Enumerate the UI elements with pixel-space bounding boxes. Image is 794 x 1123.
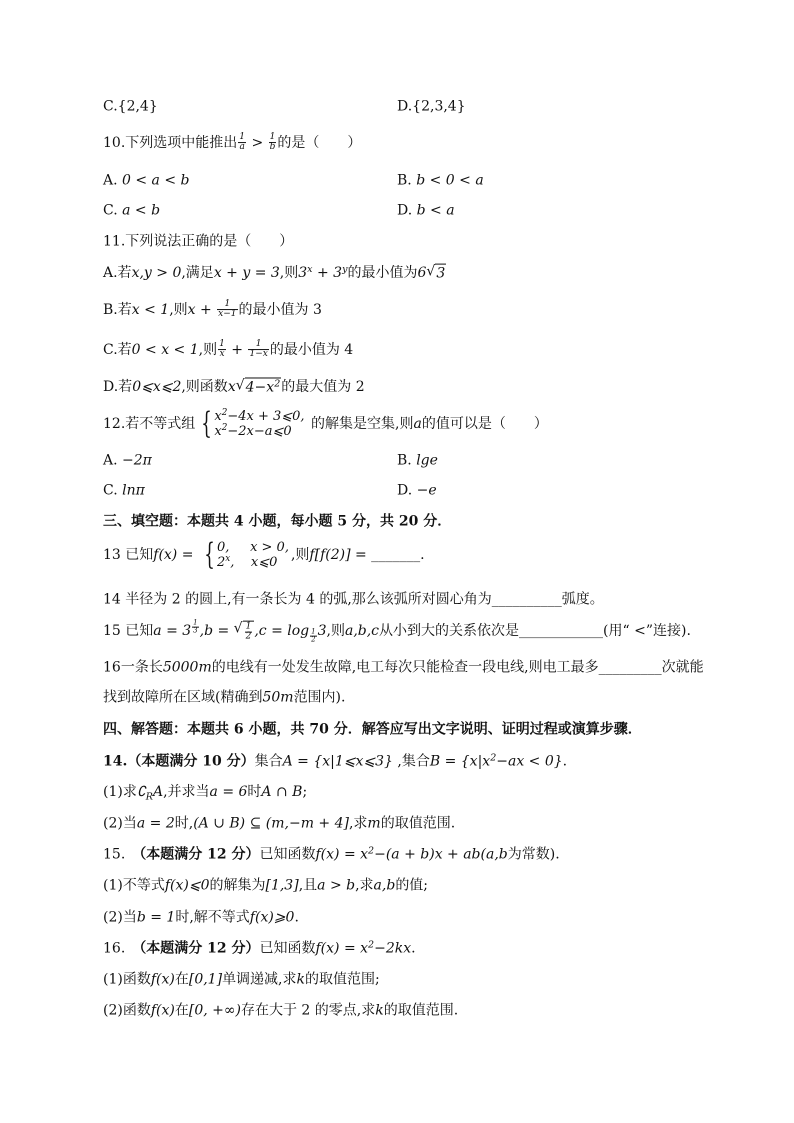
math-expression: + bbox=[226, 342, 248, 358]
options-row-q10-ab bbox=[103, 173, 484, 190]
text-run: ,则 bbox=[169, 302, 188, 318]
math-expression: b = 1 bbox=[136, 909, 176, 926]
fraction bbox=[310, 629, 316, 645]
text-run: 的值可以是（ ） bbox=[421, 416, 548, 432]
math-text: x bbox=[307, 263, 313, 275]
math-expression: 5000m bbox=[162, 659, 212, 676]
text-run: 找到故障所在区域(精确到 bbox=[103, 689, 263, 706]
text-run: D.若 bbox=[103, 379, 133, 395]
text-run: B.若 bbox=[103, 302, 132, 318]
superscript bbox=[191, 618, 199, 635]
math-expression: a bbox=[413, 416, 422, 432]
option-left bbox=[103, 453, 397, 470]
option-right bbox=[397, 453, 438, 470]
options-row-q12-ab bbox=[103, 453, 438, 470]
text-run: 的解集是空集,则 bbox=[306, 416, 414, 432]
math-expression: m bbox=[367, 815, 381, 832]
bold-text: （本题满分 12 分） bbox=[139, 940, 260, 957]
math-expression: f(x)⩾0 bbox=[249, 909, 295, 926]
math-expression: lge bbox=[416, 452, 438, 469]
math-text: b bbox=[269, 142, 276, 153]
options-row-q10-cd bbox=[103, 203, 455, 220]
math-expression: ,b = bbox=[199, 623, 234, 640]
text-run: 在 bbox=[174, 971, 189, 988]
text-run: 存在大于 2 的零点,求 bbox=[240, 1002, 376, 1019]
text-run: A.若 bbox=[103, 265, 132, 282]
text-run: 12.若不等式组 bbox=[103, 416, 196, 432]
math-text: 1 bbox=[245, 621, 252, 632]
cases-system bbox=[197, 409, 304, 439]
text-run: B. bbox=[397, 172, 417, 189]
text-run: ,则 bbox=[279, 265, 299, 282]
text-run: C.若 bbox=[103, 342, 132, 358]
text-run: 集合 bbox=[254, 753, 283, 770]
section-3-heading bbox=[103, 514, 451, 531]
text-run: 的最小值为 3 bbox=[238, 302, 322, 318]
subscript bbox=[309, 627, 317, 645]
text-run: 13 已知 bbox=[103, 547, 154, 563]
text-run: C. bbox=[103, 482, 123, 499]
text-run: 范围内). bbox=[293, 689, 346, 706]
math-expression: (A ∪ B) ⊆ (m,−m + 4] bbox=[193, 815, 349, 832]
subscript bbox=[146, 792, 153, 803]
question-16-line-1 bbox=[103, 660, 704, 677]
cases-system bbox=[200, 540, 289, 570]
problem-16-part-2 bbox=[103, 1003, 458, 1020]
math-text: 2 bbox=[245, 631, 252, 642]
text-run: ,集合 bbox=[392, 753, 430, 770]
text-run: 16. bbox=[103, 940, 140, 957]
fraction-denominator bbox=[238, 144, 246, 153]
question-12-stem bbox=[103, 409, 548, 439]
math-text: 2 bbox=[221, 423, 228, 433]
option-right bbox=[397, 483, 437, 500]
question-14 bbox=[103, 592, 604, 609]
option-right bbox=[397, 203, 455, 220]
bold-text: 四、解答题：本题共 6 小题，共 70 分．解答应写出文字说明、证明过程或演算步骤． bbox=[103, 721, 642, 738]
math-expression: 50m bbox=[262, 689, 294, 706]
math-expression: a = 2 bbox=[136, 815, 175, 832]
math-text: x bbox=[219, 349, 225, 360]
text-run: 的是（ ） bbox=[277, 135, 362, 151]
math-expression: A = {x|1⩽x⩽3} bbox=[282, 753, 393, 770]
math-text: 2 bbox=[221, 408, 228, 419]
fraction bbox=[238, 133, 246, 153]
text-run: (1)函数 bbox=[103, 971, 151, 988]
text-run: 时, bbox=[174, 815, 194, 832]
option-left bbox=[103, 203, 397, 220]
text-run: ,并求当 bbox=[163, 783, 210, 800]
math-expression: B = {x|x bbox=[429, 753, 491, 770]
bold-text: 三、填空题：本题共 4 小题，每小题 5 分，共 20 分． bbox=[103, 513, 452, 530]
fraction-denominator bbox=[218, 351, 226, 360]
problem-15-part-2 bbox=[103, 910, 299, 927]
radical-sign-icon bbox=[234, 620, 243, 642]
text-run: 已知函数 bbox=[259, 846, 316, 863]
math-expression: 6 bbox=[417, 265, 427, 282]
cases-row bbox=[217, 541, 289, 555]
math-expression: −(a + b)x + ab(a,b bbox=[374, 846, 508, 863]
left-brace-icon bbox=[204, 540, 215, 570]
math-expression: f(x) = bbox=[153, 547, 198, 563]
option-left bbox=[103, 483, 397, 500]
math-expression: x < 1 bbox=[131, 302, 170, 318]
fraction-denominator bbox=[269, 144, 277, 153]
text-run: D.{2,3,4} bbox=[397, 98, 466, 115]
math-expression: −2x−a⩽0 bbox=[227, 423, 292, 439]
fraction bbox=[248, 340, 268, 360]
math-expression: b < 0 < a bbox=[416, 172, 484, 189]
text-run: 为常数). bbox=[507, 846, 560, 863]
math-text: 2 bbox=[274, 378, 281, 390]
math-expression: f[f(2)] = bbox=[309, 547, 372, 563]
math-expression: f(x) = x bbox=[315, 940, 369, 957]
fraction bbox=[269, 133, 277, 153]
math-text: 2 bbox=[368, 845, 375, 857]
text-run: 14 半径为 2 的圆上,有一条长为 4 的弧,那么该弧所对圆心角为__________弧度。 bbox=[103, 591, 604, 608]
math-expression: lnπ bbox=[122, 482, 145, 499]
text-run: ,求 bbox=[348, 815, 368, 832]
text-run: 时,解不等式 bbox=[175, 909, 250, 926]
text-run: . bbox=[562, 753, 568, 770]
math-expression: x bbox=[214, 423, 222, 439]
fraction-denominator bbox=[248, 351, 268, 360]
math-expression: k bbox=[296, 971, 305, 988]
option-left bbox=[103, 173, 397, 190]
math-expression: b < a bbox=[416, 202, 455, 219]
math-text: 1 bbox=[255, 339, 262, 350]
square-root bbox=[234, 620, 255, 642]
text-run: 的最大值为 2 bbox=[281, 379, 365, 395]
math-expression: a = 3 bbox=[153, 623, 192, 640]
math-text: 2 bbox=[368, 939, 375, 951]
math-expression: f(x) bbox=[150, 971, 175, 988]
math-text: 2 bbox=[311, 636, 316, 645]
fraction bbox=[217, 300, 237, 320]
math-text: 1 bbox=[193, 618, 198, 627]
square-root bbox=[236, 377, 282, 396]
fraction bbox=[192, 620, 198, 636]
text-run: 在 bbox=[174, 1002, 189, 1019]
math-expression: A ∩ B bbox=[261, 783, 303, 800]
math-expression: 0⩽x⩽2 bbox=[132, 379, 182, 395]
math-text: 1 bbox=[311, 627, 316, 636]
math-expression: x + y = 3 bbox=[213, 265, 280, 282]
question-16-line-2 bbox=[103, 690, 345, 707]
text-run: 单调递减,求 bbox=[222, 971, 297, 988]
math-expression: a > b bbox=[317, 877, 356, 894]
bold-text: 14.（本题满分 10 分） bbox=[103, 753, 255, 770]
math-text: 1−x bbox=[249, 349, 268, 360]
text-run: 的值; bbox=[395, 877, 429, 894]
option-11c bbox=[103, 340, 353, 360]
math-text: 1 bbox=[269, 132, 276, 143]
math-expression: 0 < x < 1 bbox=[131, 342, 199, 358]
text-run: 的最小值为 4 bbox=[269, 342, 354, 358]
math-expression: x + bbox=[187, 302, 217, 318]
problem-16-part-1 bbox=[103, 972, 380, 989]
text-run: 从小到大的关系依次是____________(用“ <”连接). bbox=[379, 623, 691, 640]
text-run: D. bbox=[397, 482, 417, 499]
problem-14-stem bbox=[103, 753, 567, 770]
text-run: 的取值范围. bbox=[380, 815, 456, 832]
problem-14-part-1 bbox=[103, 784, 307, 802]
option-right bbox=[397, 173, 484, 190]
text-run: D. bbox=[397, 202, 417, 219]
text-run: ; bbox=[302, 783, 308, 800]
text-run: . bbox=[411, 940, 416, 957]
math-expression: [0, +∞) bbox=[188, 1002, 241, 1019]
math-expression: a = 6 bbox=[209, 783, 248, 800]
math-expression: −e bbox=[416, 482, 437, 499]
math-expression: x bbox=[214, 409, 222, 424]
math-text: R bbox=[145, 791, 153, 803]
math-text: 1 bbox=[239, 132, 245, 143]
text-run: ,满足 bbox=[181, 265, 214, 282]
bold-text: （本题满分 12 分） bbox=[139, 846, 260, 863]
text-run: (2)当 bbox=[103, 815, 137, 832]
math-expression: x,y > 0 bbox=[131, 265, 182, 282]
math-expression: 0, x > 0, bbox=[217, 539, 289, 555]
text-run: 时 bbox=[247, 783, 262, 800]
math-expression: k bbox=[375, 1002, 384, 1019]
problem-16-stem bbox=[103, 940, 416, 957]
cases-rows bbox=[214, 409, 304, 439]
option-right bbox=[397, 99, 466, 116]
math-expression: 3 bbox=[298, 265, 308, 282]
text-run: ,则 bbox=[326, 623, 345, 640]
text-run: 16一条长 bbox=[103, 659, 163, 676]
problem-15-stem bbox=[103, 846, 560, 863]
radicand bbox=[435, 264, 446, 283]
text-run: B. bbox=[397, 452, 417, 469]
math-expression: a,b bbox=[373, 877, 396, 894]
cases-row bbox=[214, 409, 304, 424]
option-11d bbox=[103, 377, 365, 396]
math-expression: ∁ bbox=[136, 783, 146, 800]
question-13 bbox=[103, 540, 425, 570]
text-run: ,且 bbox=[298, 877, 318, 894]
math-expression: −ax < 0} bbox=[496, 753, 563, 770]
fraction-denominator bbox=[245, 633, 253, 642]
text-run: 的最小值为 bbox=[347, 265, 418, 282]
text-run: 的取值范围. bbox=[383, 1002, 459, 1019]
math-expression: a,b,c bbox=[344, 623, 380, 640]
text-run: A. bbox=[103, 452, 123, 469]
square-root bbox=[426, 264, 446, 283]
text-run: 15. bbox=[103, 846, 140, 863]
options-row-q12-cd bbox=[103, 483, 437, 500]
text-run: C.{2,4} bbox=[103, 98, 158, 115]
fraction-denominator bbox=[217, 311, 237, 320]
radicand bbox=[243, 620, 255, 642]
problem-14-part-2 bbox=[103, 816, 455, 833]
fraction-denominator bbox=[310, 637, 316, 644]
math-expression: ,c = log bbox=[254, 623, 310, 640]
text-run: 已知函数 bbox=[259, 940, 316, 957]
text-run: (2)函数 bbox=[103, 1002, 151, 1019]
math-expression: , x⩽0 bbox=[230, 554, 278, 570]
radical-sign-icon bbox=[426, 264, 435, 283]
text-run: 11.下列说法正确的是（ ） bbox=[103, 233, 294, 250]
text-run: 10.下列选项中能推出 bbox=[103, 135, 238, 151]
math-expression: −4x + 3⩽0, bbox=[227, 409, 305, 424]
cases-rows bbox=[217, 541, 289, 570]
text-run: (2)当 bbox=[103, 909, 137, 926]
text-run: (1)求 bbox=[103, 783, 137, 800]
question-15 bbox=[103, 620, 691, 645]
math-expression: f(x) = x bbox=[315, 846, 369, 863]
radical-sign-icon bbox=[236, 377, 245, 396]
question-11-stem bbox=[103, 234, 293, 251]
math-expression: 2 bbox=[217, 554, 226, 570]
text-run: _______. bbox=[371, 547, 425, 563]
math-expression: a < b bbox=[122, 202, 161, 219]
text-run: (1)不等式 bbox=[103, 877, 165, 894]
math-expression: f(x) bbox=[150, 1002, 175, 1019]
math-expression: A bbox=[152, 783, 164, 800]
text-run: 的取值范围; bbox=[305, 971, 380, 988]
math-text: y bbox=[342, 263, 348, 275]
math-expression: −2kx bbox=[374, 940, 412, 957]
math-expression: + 3 bbox=[312, 265, 343, 282]
math-text: a bbox=[239, 142, 245, 153]
section-4-heading bbox=[103, 722, 642, 739]
option-11a bbox=[103, 264, 446, 283]
left-brace-icon bbox=[202, 409, 213, 439]
superscript bbox=[274, 378, 280, 389]
option-left bbox=[103, 99, 397, 116]
cases-row bbox=[217, 555, 289, 570]
text-run: ,则 bbox=[198, 342, 218, 358]
problem-15-part-1 bbox=[103, 878, 428, 895]
fraction-denominator bbox=[192, 628, 198, 635]
option-11b bbox=[103, 300, 322, 320]
text-run: ,则 bbox=[290, 547, 310, 563]
text-run: C. bbox=[103, 202, 123, 219]
math-expression: x bbox=[227, 379, 236, 395]
radicand bbox=[245, 377, 282, 396]
math-text: 2 bbox=[490, 752, 497, 764]
math-expression: f(x)⩽0 bbox=[164, 877, 210, 894]
math-text: 3 bbox=[193, 626, 198, 635]
math-expression: −2π bbox=[122, 452, 152, 469]
math-expression: 4−x bbox=[245, 379, 275, 396]
cases-row bbox=[214, 424, 304, 439]
math-text: x−1 bbox=[218, 309, 237, 320]
text-run: ,则函数 bbox=[181, 379, 228, 395]
math-text: 3 bbox=[436, 265, 446, 282]
question-10-stem bbox=[103, 133, 361, 153]
math-expression: [0,1] bbox=[188, 971, 223, 988]
text-run: 的电线有一处发生故障,电工每次只能检查一段电线,则电工最多_________次就能 bbox=[211, 659, 704, 676]
options-row-q9-cd bbox=[103, 99, 466, 116]
fraction bbox=[245, 622, 253, 642]
math-expression: [1,3] bbox=[265, 877, 299, 894]
math-expression: 3 bbox=[317, 623, 327, 640]
math-text: 1 bbox=[224, 299, 231, 310]
text-run: ,求 bbox=[355, 877, 374, 894]
fraction bbox=[218, 340, 226, 360]
text-run: 15 已知 bbox=[103, 623, 154, 640]
math-text: 1 bbox=[219, 339, 225, 350]
math-text: x bbox=[225, 553, 231, 564]
text-run: . bbox=[294, 909, 299, 926]
text-run: A. bbox=[103, 172, 123, 189]
math-expression: > bbox=[247, 135, 268, 151]
math-expression: 0 < a < b bbox=[122, 172, 190, 189]
text-run: 的解集为 bbox=[209, 877, 266, 894]
